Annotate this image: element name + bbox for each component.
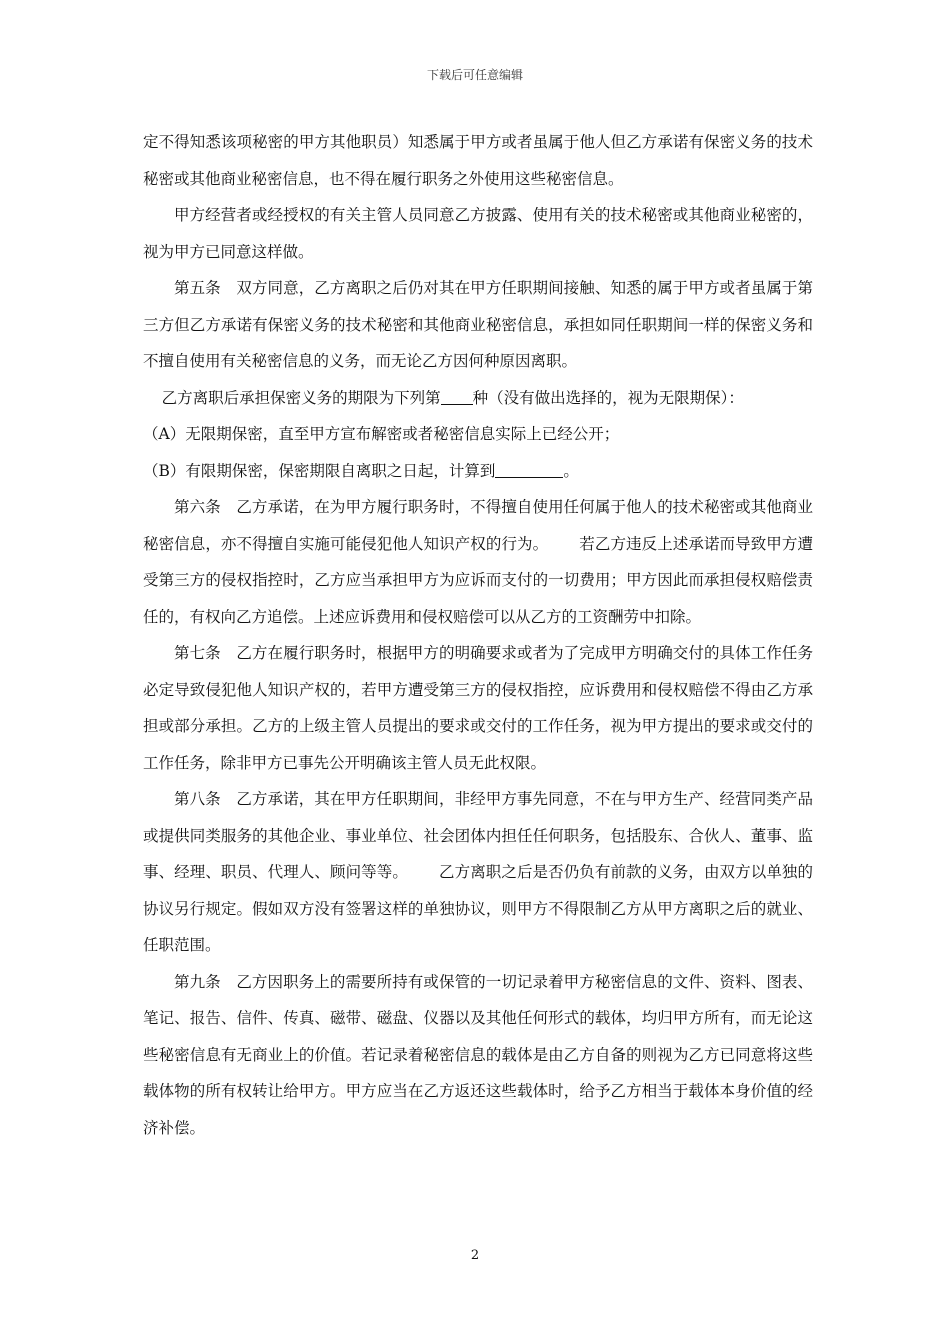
article-6-part-2: 若乙方违反上述承诺而导致甲方遭受第三方的侵权指控时，乙方应当承担甲方为应诉而支付的一切费用；甲方因此而承担侵权赔偿责任的，有权向乙方追偿。上述应诉费用和侵权赔偿可以从乙方的工资酬劳中扣除。 — [143, 534, 813, 626]
option-b-text-after: 。 — [563, 461, 579, 480]
paragraph-article-5: 第五条 双方同意，乙方离职之后仍对其在甲方任职期间接触、知悉的属于甲方或者虽属于第三方但乙方承诺有保密义务的技术秘密和其他商业秘密信息，承担如同任职期间一样的保密义务和不擅自使用有关秘密信息的义务，而无论乙方因何种原因离职。 — [143, 279, 813, 370]
paragraph-article-7: 第七条 乙方在履行职务时，根据甲方的明确要求或者为了完成甲方明确交付的具体工作任务必定导致侵犯他人知识产权的，若甲方遭受第三方的侵权指控，应诉费用和侵权赔偿不得由乙方承担或部分承担。乙方的上级主管人员提出的要求或交付的工作任务，视为甲方提出的要求或交付的工作任务，除非甲方已事先公开明确该主管人员无此权限。 — [143, 644, 813, 772]
paragraph-article-9: 第九条 乙方因职务上的需要所持有或保管的一切记录着甲方秘密信息的文件、资料、图表、笔记、报告、信件、传真、磁带、磁盘、仪器以及其他任何形式的载体，均归甲方所有，而无论这些秘密信息有无商业上的价值。若记录着秘密信息的载体是由乙方自备的则视为乙方已同意将这些载体物的所有权转让给甲方。甲方应当在乙方返还这些载体时，给予乙方相当于载体本身价值的经济补偿。 — [143, 972, 813, 1137]
option-b-date-blank[interactable] — [495, 461, 563, 478]
term-choice-text-after: 种（没有做出选择的，视为无限期保）： — [472, 388, 744, 407]
paragraph-article-8 — [143, 781, 813, 964]
paragraph-option-a: （A）无限期保密，直至甲方宣布解密或者秘密信息实际上已经公开； — [143, 425, 620, 443]
page-header: 下载后可任意编辑 — [426, 68, 523, 82]
article-8-part-2: 乙方离职之后是否仍负有前款的义务，由双方以单独的协议另行规定。假如双方没有签署这样的单独协议，则甲方不得限制乙方从甲方离职之后的就业、任职范围。 — [143, 863, 813, 954]
paragraph-option-b — [143, 453, 813, 490]
article-8-part-1: 第八条 乙方承诺，其在甲方任职期间，非经甲方事先同意，不在与甲方生产、经营同类产品或提供同类服务的其他企业、事业单位、社会团体内担任任何职务，包括股东、合伙人、董事、监事、经理、职员、代理人、顾问等等。 — [143, 790, 813, 881]
article-6-part-1: 第六条 乙方承诺，在为甲方履行职务时，不得擅自使用任何属于他人的技术秘密或其他商业秘密信息，亦不得擅自实施可能侵犯他人知识产权的行为。 — [143, 498, 813, 553]
term-choice-blank[interactable] — [441, 388, 473, 405]
page-number: 2 — [470, 1248, 480, 1263]
document-body — [143, 124, 813, 1146]
paragraph-continuation: 定不得知悉该项秘密的甲方其他职员）知悉属于甲方或者虽属于他人但乙方承诺有保密义务的技术秘密或其他商业秘密信息，也不得在履行职务之外使用这些秘密信息。 — [143, 133, 813, 188]
option-b-text-before: （B）有限期保密，保密期限自离职之日起，计算到 — [143, 461, 496, 480]
term-choice-text-before: 乙方离职后承担保密义务的期限为下列第 — [161, 388, 441, 407]
paragraph-article-6 — [143, 489, 813, 635]
paragraph-authorization: 甲方经营者或经授权的有关主管人员同意乙方披露、使用有关的技术秘密或其他商业秘密的，视为甲方已同意这样做。 — [143, 206, 813, 261]
paragraph-term-choice — [143, 380, 813, 417]
